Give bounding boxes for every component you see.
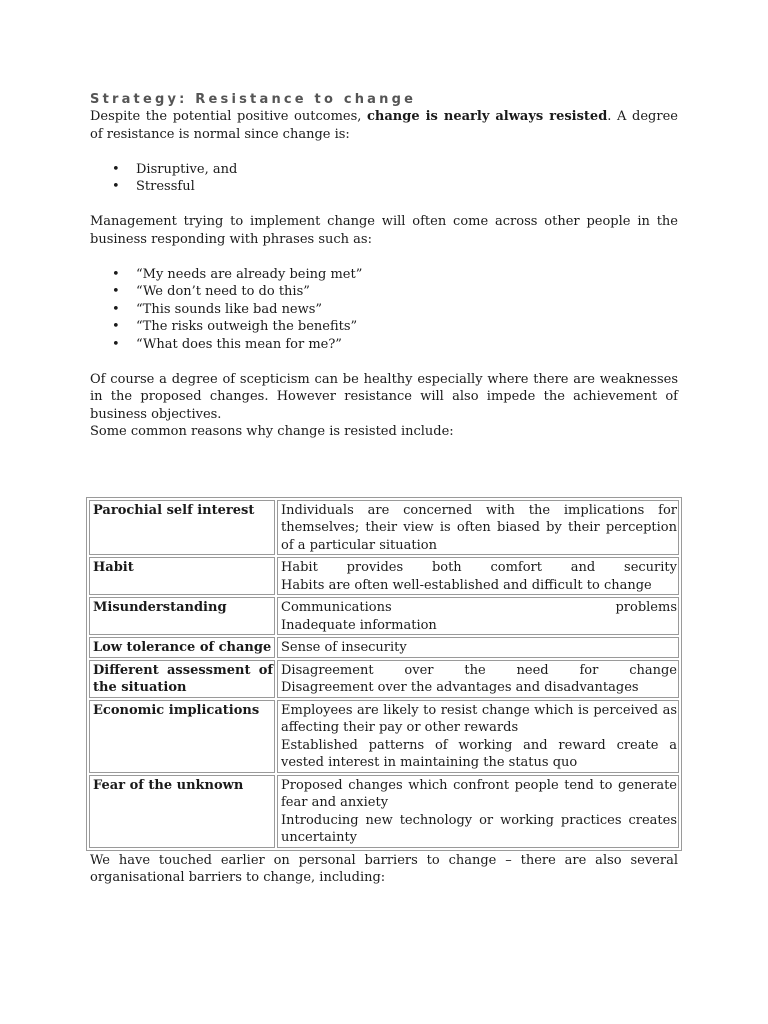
closing-paragraph: We have touched earlier on personal barriers to change – there are also several organisational barriers to change, including: — [90, 852, 678, 885]
spacer — [90, 248, 678, 266]
description-line: Employees are likely to resist change which is perceived as affecting their pay or other rewards — [281, 702, 677, 735]
description-line: Disagreement over the advantages and disadvantages — [281, 680, 639, 695]
reason-term: Fear of the unknown — [89, 775, 275, 848]
section-heading: Strategy: Resistance to change — [90, 92, 417, 107]
spacer — [90, 196, 678, 214]
list-item: • “We don’t need to do this” — [90, 283, 678, 301]
table-row — [89, 637, 679, 658]
list-item: • “This sounds like bad news” — [90, 301, 678, 319]
change-bullet-list — [90, 161, 678, 196]
table-row — [89, 500, 679, 556]
management-paragraph: Management trying to implement change will often come across other people in the business responding with phrases such as: — [90, 214, 678, 247]
reasons-intro: Some common reasons why change is resisted include: — [90, 424, 454, 439]
list-item: • “What does this mean for me?” — [90, 336, 678, 354]
description-line: Disagreement over the need for change — [281, 662, 677, 678]
phrases-bullet-list — [90, 266, 678, 354]
intro-text-after: . A degree of resistance is normal since change is: — [90, 109, 678, 142]
list-item: • Stressful — [90, 178, 678, 196]
table-row — [89, 700, 679, 773]
reason-description — [277, 700, 679, 773]
description-line: Habit provides both comfort and security — [281, 560, 677, 575]
table-row — [89, 775, 679, 848]
reason-description — [277, 500, 679, 556]
resistance-reasons-table — [86, 497, 682, 851]
reason-term: Low tolerance of change — [89, 637, 275, 658]
reason-term: Habit — [89, 557, 275, 595]
list-item: • “My needs are already being met” — [90, 266, 678, 284]
table-row — [89, 660, 679, 698]
reason-term: Different assessment of the situation — [89, 660, 275, 698]
description-line: Individuals are concerned with the implications for themselves; their view is often biased by their perception of a particular situation — [281, 502, 677, 553]
reason-description — [277, 775, 679, 848]
table-row — [89, 557, 679, 595]
description-line: Sense of insecurity — [281, 640, 407, 655]
description-line: Established patterns of working and reward create a vested interest in maintaining the status quo — [281, 737, 677, 770]
reason-description — [277, 557, 679, 595]
intro-text-bold: change is nearly always resisted — [367, 109, 608, 124]
list-item: • Disruptive, and — [90, 161, 678, 179]
reason-description — [277, 597, 679, 635]
document-body — [90, 91, 678, 887]
intro-paragraph — [90, 108, 678, 143]
description-line: Introducing new technology or working practices creates uncertainty — [281, 812, 677, 845]
description-line: Communications problems — [281, 600, 677, 615]
spacer — [90, 143, 678, 161]
list-item: • “The risks outweigh the benefits” — [90, 318, 678, 336]
reason-term: Misunderstanding — [89, 597, 275, 635]
scepticism-paragraph: Of course a degree of scepticism can be healthy especially where there are weaknesses in the proposed changes. However resistance will also impede the achievement of business objectives. — [90, 371, 678, 422]
description-line: Proposed changes which confront people tend to generate fear and anxiety — [281, 777, 677, 810]
reason-description — [277, 637, 679, 658]
description-line: Habits are often well-established and difficult to change — [281, 577, 652, 593]
spacer — [90, 353, 678, 371]
spacer — [90, 441, 678, 497]
description-line: Inadequate information — [281, 617, 437, 633]
reason-term: Economic implications — [89, 700, 275, 773]
table-row — [89, 597, 679, 635]
intro-text-before: Despite the potential positive outcomes, — [90, 109, 368, 124]
reason-term: Parochial self interest — [89, 500, 275, 556]
reason-description — [277, 660, 679, 698]
